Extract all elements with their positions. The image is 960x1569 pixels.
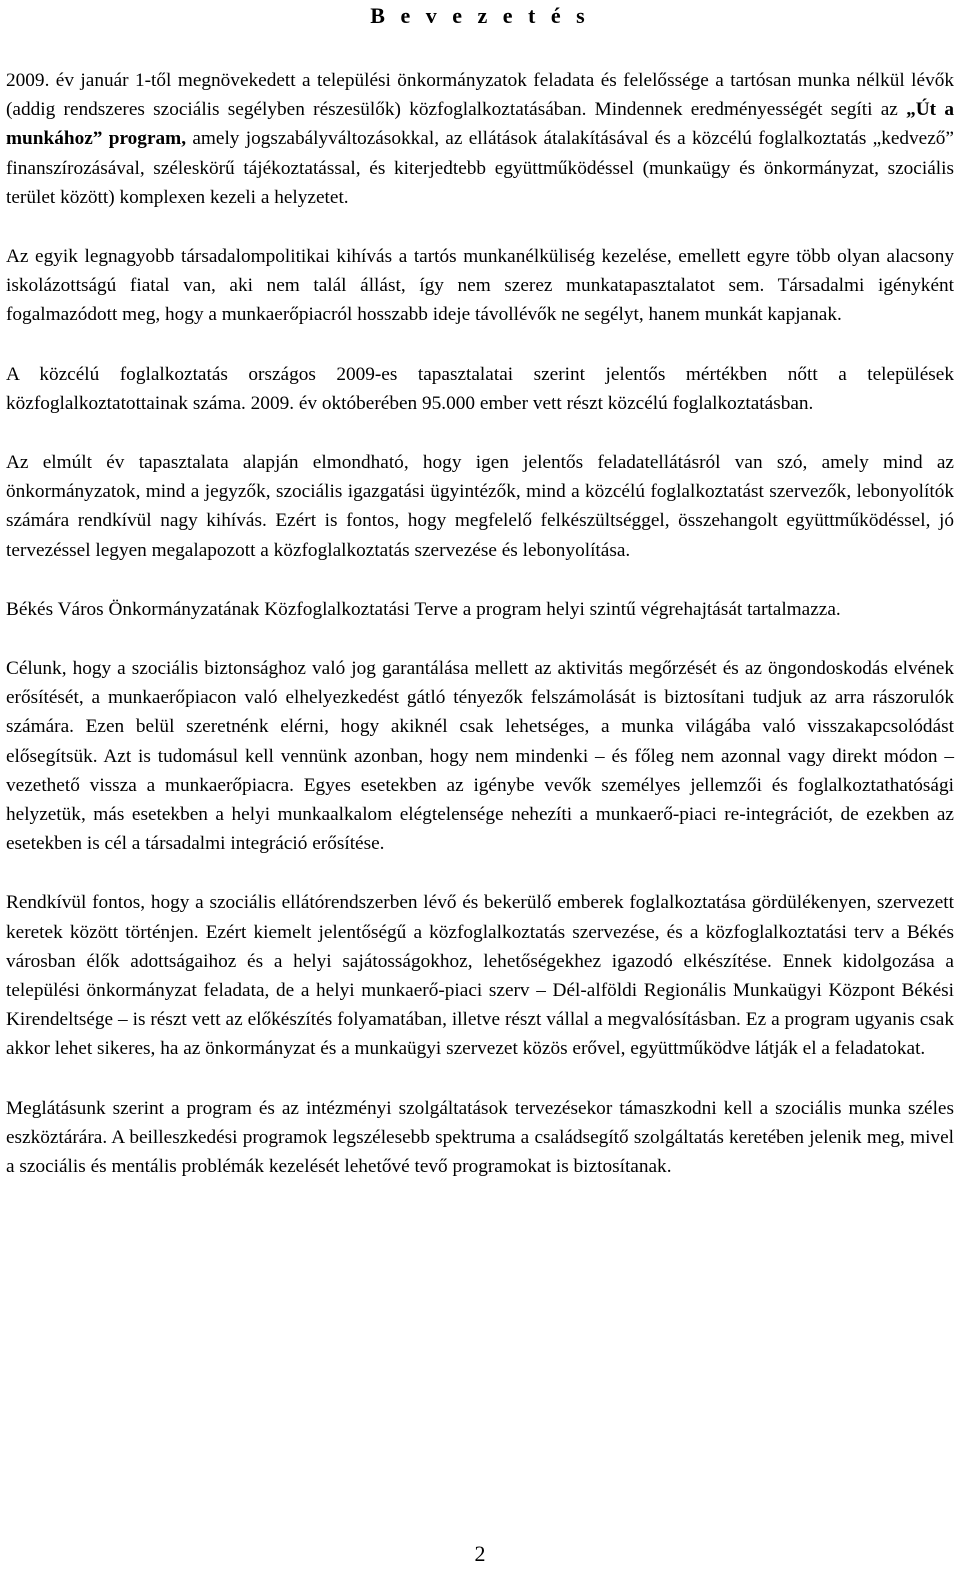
program-name-emphasis: „Út a munkához” program, (6, 99, 954, 150)
paragraph-1-text-end: amely jogszabályváltozásokkal, az ellátások átalakításával és a közcélú foglalkoztatás „kedvező” finanszírozásával, széleskörű tájékoztatással, és kiterjedtebb együttműködéssel (munkaügy és önkormányzat, szociális terület között) komplexen kezeli a helyzetet. (6, 128, 954, 208)
document-title: B e v e z e t é s (370, 3, 590, 28)
paragraph-8: Meglátásunk szerint a program és az intézményi szolgáltatások tervezésekor támaszkodni kell a szociális munka széles eszköztárára. A beilleszkedési programok legszélesebb spektruma a családsegítő szolgáltatás keretében jelenik meg, mivel a szociális és mentális problémák kezelését lehetővé tevő programokat is biztosítanak. (6, 1097, 954, 1178)
paragraph-4: Az elmúlt év tapasztalata alapján elmondható, hogy igen jelentős feladatellátásról van szó, amely mind az önkormányzatok, mind a jegyzők, szociális igazgatási ügyintézők, mind a közcélú foglalkoztatást szervezők, lebonyolítók számára rendkívül nagy kihívás. Ezért is fontos, hogy megfelelő felkészültséggel, összehangolt együttműködéssel, jó tervezéssel legyen megalapozott a közfoglalkoztatás szervezése és lebonyolítása. (6, 452, 954, 561)
document-page (6, 0, 954, 1211)
paragraph-1 (6, 66, 954, 212)
paragraph-7: Rendkívül fontos, hogy a szociális ellátórendszerben lévő és bekerülő emberek foglalkoztatása gördülékenyen, szervezett keretek között történjen. Ezért kiemelt jelentőségű a közfoglalkoztatás szervezése, és a közfoglalkoztatási terv a Békés városban élők adottságaihoz és a helyi sajátosságokhoz, lehetőségekhez igazodó elkészítése. Ennek kidolgozása a települési önkormányzat feladata, de a helyi munkaerő-piaci szerv – Dél-alföldi Regionális Munkaügyi Központ Békési Kirendeltsége – is részt vett az előkészítés folyamatában, illetve részt vállal a megvalósításban. Ez a program ugyanis csak akkor lehet sikeres, ha az önkormányzat és a munkaügyi szervezet közös erővel, együttműködve látják el a feladatokat. (6, 892, 954, 1060)
paragraph-5: Békés Város Önkormányzatának Közfoglalkoztatási Terve a program helyi szintű végrehajtását tartalmazza. (6, 598, 841, 620)
page-number: 2 (474, 1541, 486, 1566)
paragraph-1-text-start: 2009. év január 1-től megnövekedett a települési önkormányzatok feladata és felelőssége a tartósan munka nélkül lévők (addig rendszeres szociális segélyben részesülők) közfoglalkoztatásában. Mindennek eredményességét segíti az (6, 70, 954, 121)
paragraph-2: Az egyik legnagyobb társadalompolitikai kihívás a tartós munkanélküliség kezelése, emellett egyre több olyan alacsony iskolázottságú fiatal van, aki nem talál állást, így nem szerez munkatapasztalatot sem. Társadalmi igényként fogalmazódott meg, hogy a munkaerőpiacról hosszabb ideje távollévők ne segélyt, hanem munkát kapjanak. (6, 246, 954, 326)
paragraph-6: Célunk, hogy a szociális biztonsághoz való jog garantálása mellett az aktivitás megőrzését és az öngondoskodás elvének erősítését, a munkaerőpiacon való elhelyezkedést gátló tényezők felszámolását is biztosítani tudjuk az arra rászorulók számára. Ezen belül szeretnénk elérni, hogy akiknél csak lehetséges, a munka világába való visszakapcsolódást elősegítsük. Azt is tudomásul kell vennünk azonban, hogy nem mindenki – és főleg nem azonnal vagy direkt módon – vezethető vissza a munkaerőpiacra. Egyes esetekben az igénybe vevők személyes jellemzői és foglalkoztathatósági helyzetük, más esetekben a helyi munkaalkalom elégtelensége nehezíti a munkaerő-piaci re-integrációt, de ezekben az esetekben is cél a társadalmi integráció erősítése. (6, 658, 954, 855)
paragraph-3: A közcélú foglalkoztatás országos 2009-es tapasztalatai szerint jelentős mértékben nőtt a települések közfoglalkoztatottainak száma. 2009. év októberében 95.000 ember vett részt közcélú foglalkoztatásban. (6, 363, 954, 414)
